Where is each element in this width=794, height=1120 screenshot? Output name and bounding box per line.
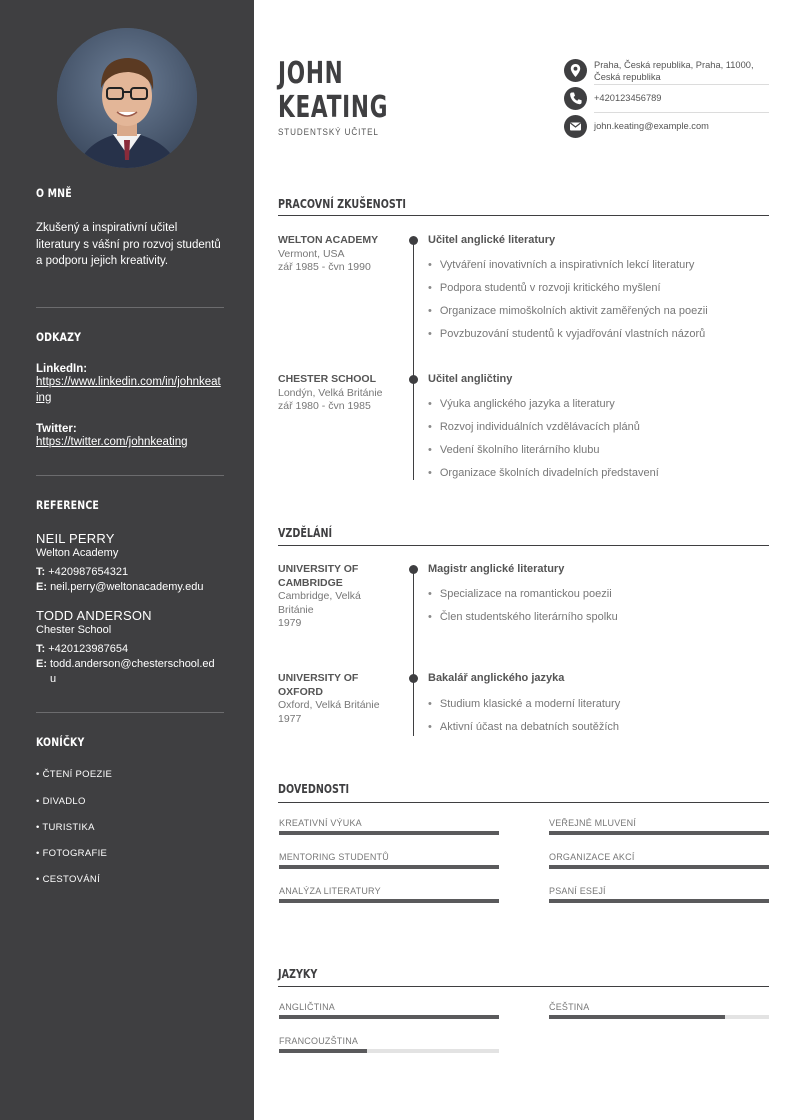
- section-divider: [278, 545, 769, 546]
- list-item: • Studium klasické a moderní literatury: [428, 697, 620, 720]
- reference-item: [36, 531, 224, 595]
- sidebar: [0, 0, 254, 1120]
- hobby-item: • ČTENÍ POEZIE: [36, 769, 113, 780]
- skill-bar: [279, 831, 499, 835]
- phone-label: T:: [36, 566, 46, 578]
- list-item: • Vedení školního literárního klubu: [428, 443, 659, 466]
- about-text: Zkušený a inspirativní učitel literatury s vášní pro rozvoj studentů a podporu jejich kreativity.: [36, 222, 221, 267]
- first-name: JOHN: [278, 56, 344, 91]
- education-list: [428, 587, 618, 633]
- twitter-link[interactable]: https://twitter.com/johnkeating: [36, 436, 188, 448]
- section-divider: [278, 802, 769, 803]
- reference-phone: +420987654321: [48, 566, 129, 578]
- education-list: [428, 697, 620, 743]
- languages-title: JAZYKY: [278, 967, 318, 981]
- section-divider: [278, 215, 769, 216]
- references-title: REFERENCE: [36, 498, 100, 512]
- responsibilities-list: [428, 397, 659, 489]
- language-item: ANGLIČTINA: [279, 1002, 499, 1019]
- reference-item: [36, 608, 224, 687]
- hobby-item: • FOTOGRAFIE: [36, 848, 108, 859]
- education-title: VZDĚLÁNÍ: [278, 526, 333, 540]
- email-icon: [564, 115, 587, 138]
- about-title: O MNĚ: [36, 186, 72, 200]
- education-org: UNIVERSITY OF CAMBRIDGE Cambridge, Velká Británie 1979: [278, 563, 361, 629]
- hobby-item: • DIVADLO: [36, 796, 86, 807]
- skill-bar: [279, 899, 499, 903]
- responsibilities-list: [428, 258, 708, 350]
- skill-item: KREATIVNÍ VÝUKA: [279, 818, 499, 835]
- reference-name: NEIL PERRY: [36, 531, 115, 546]
- hobby-item: • CESTOVÁNÍ: [36, 874, 101, 885]
- linkedin-link[interactable]: https://www.linkedin.com/in/johnkeating: [36, 376, 221, 404]
- language-item: ČEŠTINA: [549, 1002, 769, 1019]
- list-item: • Vytváření inovativních a inspirativních lekcí literatury: [428, 258, 708, 281]
- list-item: • Aktivní účast na debatních soutěžích: [428, 720, 620, 743]
- divider: [36, 307, 224, 308]
- experience-org: WELTON ACADEMY Vermont, USA zář 1985 - čvn 1990: [278, 234, 379, 273]
- skill-bar: [549, 865, 769, 869]
- hobby-item: • TURISTIKA: [36, 822, 95, 833]
- reference-name: TODD ANDERSON: [36, 608, 152, 623]
- list-item: • Podpora studentů v rozvoji kritického myšlení: [428, 281, 708, 304]
- language-bar: [549, 1015, 769, 1019]
- list-item: • Povzbuzování studentů k vyjadřování vlastních názorů: [428, 327, 708, 350]
- skill-item: MENTORING STUDENTŮ: [279, 852, 499, 869]
- degree-title: Bakalář anglického jazyka: [428, 672, 565, 684]
- job-title: STUDENTSKÝ UČITEL: [278, 127, 379, 137]
- skills-title: DOVEDNOSTI: [278, 782, 350, 796]
- location-icon: [564, 59, 587, 82]
- skill-bar: [279, 865, 499, 869]
- skill-item: ORGANIZACE AKCÍ: [549, 852, 769, 869]
- language-item: FRANCOUZŠTINA: [279, 1036, 499, 1053]
- timeline-line: [413, 570, 414, 736]
- twitter-label: Twitter:: [36, 423, 77, 435]
- list-item: • Specializace na romantickou poezii: [428, 587, 618, 610]
- timeline-dot: [409, 375, 418, 384]
- list-item: • Rozvoj individuálních vzdělávacích plánů: [428, 420, 659, 443]
- timeline-line: [413, 240, 414, 480]
- reference-org: Welton Academy: [36, 547, 119, 559]
- language-bar: [279, 1049, 499, 1053]
- timeline-dot: [409, 565, 418, 574]
- reference-org: Chester School: [36, 624, 112, 636]
- profile-photo: [57, 28, 197, 168]
- list-item: • Výuka anglického jazyka a literatury: [428, 397, 659, 420]
- divider: [594, 84, 769, 85]
- reference-phone: +420123987654: [48, 643, 129, 655]
- list-item: • Organizace mimoškolních aktivit zaměřených na poezii: [428, 304, 708, 327]
- experience-title: PRACOVNÍ ZKUŠENOSTI: [278, 197, 406, 211]
- timeline-dot: [409, 236, 418, 245]
- linkedin-label: LinkedIn:: [36, 363, 88, 375]
- divider: [36, 712, 224, 713]
- skill-item: ANALÝZA LITERATURY: [279, 886, 499, 903]
- timeline-dot: [409, 674, 418, 683]
- phone-label: T:: [36, 643, 46, 655]
- last-name: KEATING: [278, 90, 389, 125]
- divider: [594, 112, 769, 113]
- skill-bar: [549, 899, 769, 903]
- experience-org: CHESTER SCHOOL Londýn, Velká Británie zář 1980 - čvn 1985: [278, 373, 383, 412]
- skill-item: VEŘEJNÉ MLUVENÍ: [549, 818, 769, 835]
- divider: [36, 475, 224, 476]
- skill-item: PSANÍ ESEJÍ: [549, 886, 769, 903]
- language-bar: [279, 1015, 499, 1019]
- email-label: E:: [36, 658, 47, 670]
- position-title: Učitel angličtiny: [428, 373, 513, 385]
- hobbies-title: KONÍČKY: [36, 735, 85, 749]
- list-item: • Člen studentského literárního spolku: [428, 610, 618, 633]
- reference-email: neil.perry@weltonacademy.edu: [50, 581, 204, 593]
- list-item: • Organizace školních divadelních představení: [428, 466, 659, 489]
- position-title: Učitel anglické literatury: [428, 234, 556, 246]
- degree-title: Magistr anglické literatury: [428, 563, 565, 575]
- reference-email: todd.anderson@chesterschool.edu: [50, 658, 215, 685]
- links-title: ODKAZY: [36, 330, 82, 344]
- education-org: UNIVERSITY OF OXFORD Oxford, Velká Británie 1977: [278, 672, 380, 725]
- email-label: E:: [36, 581, 47, 593]
- phone-icon: [564, 87, 587, 110]
- skill-bar: [549, 831, 769, 835]
- section-divider: [278, 986, 769, 987]
